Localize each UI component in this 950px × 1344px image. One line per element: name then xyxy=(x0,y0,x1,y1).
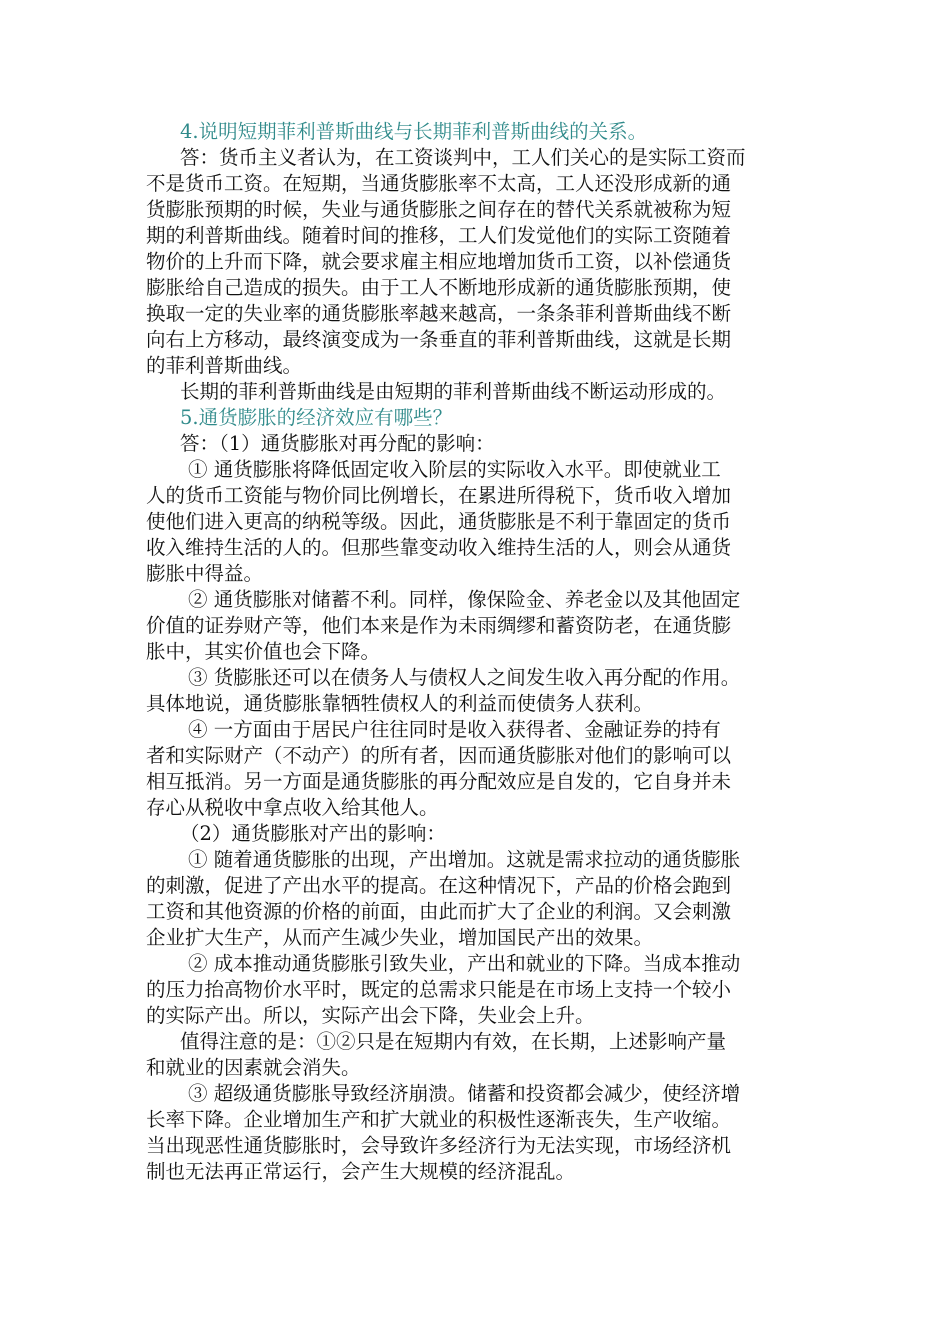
text-line: 换取一定的失业率的通货膨胀率越来越高，一条条菲利普斯曲线不断 xyxy=(146,302,732,325)
text-line: ② 成本推动通货膨胀引致失业，产出和就业的下降。当成本推动 xyxy=(188,952,741,975)
text-line: 和就业的因素就会消失。 xyxy=(146,1056,361,1079)
text-line: 价值的证券财产等，他们本来是作为未雨绸缪和蓄资防老，在通货膨 xyxy=(146,614,732,637)
text-line: （2）通货膨胀对产出的影响： xyxy=(180,822,446,845)
text-line: 存心从税收中拿点收入给其他人。 xyxy=(146,796,439,819)
text-line: 货膨胀预期的时候，失业与通货膨胀之间存在的替代关系就被称为短 xyxy=(146,198,732,221)
text-line: 答：货币主义者认为，在工资谈判中，工人们关心的是实际工资而 xyxy=(180,146,746,169)
text-line: 不是货币工资。在短期，当通货膨胀率不太高，工人还没形成新的通 xyxy=(146,172,732,195)
text-line: 具体地说，通货膨胀靠牺牲债权人的利益而使债务人获利。 xyxy=(146,692,654,715)
text-line: 期的利普斯曲线。随着时间的推移，工人们发觉他们的实际工资随着 xyxy=(146,224,732,247)
text-line: 答：（1）通货膨胀对再分配的影响： xyxy=(180,432,495,455)
text-line: 物价的上升而下降，就会要求雇主相应地增加货币工资，以补偿通货 xyxy=(146,250,732,273)
text-line: 的菲利普斯曲线。 xyxy=(146,354,303,377)
text-line: ③ 超级通货膨胀导致经济崩溃。储蓄和投资都会减少，使经济增 xyxy=(188,1082,741,1105)
document-page xyxy=(146,119,806,1185)
section-heading: 5.通货膨胀的经济效应有哪些？ xyxy=(180,406,453,429)
text-line: ① 通货膨胀将降低固定收入阶层的实际收入水平。即使就业工 xyxy=(188,458,721,481)
text-line: 胀中，其实价值也会下降。 xyxy=(146,640,381,663)
text-line: 的实际产出。所以，实际产出会下降，失业会上升。 xyxy=(146,1004,595,1027)
text-line: 膨胀给自己造成的损失。由于工人不断地形成新的通货膨胀预期，使 xyxy=(146,276,732,299)
text-line: 向右上方移动，最终演变成为一条垂直的菲利普斯曲线，这就是长期 xyxy=(146,328,732,351)
text-line: 企业扩大生产，从而产生减少失业，增加国民产出的效果。 xyxy=(146,926,654,949)
text-line: 人的货币工资能与物价同比例增长，在累进所得税下，货币收入增加 xyxy=(146,484,732,507)
text-line: 长期的菲利普斯曲线是由短期的菲利普斯曲线不断运动形成的。 xyxy=(180,380,727,403)
text-line: 相互抵消。另一方面是通货膨胀的再分配效应是自发的，它自身并未 xyxy=(146,770,732,793)
text-line: ③ 货膨胀还可以在债务人与债权人之间发生收入再分配的作用。 xyxy=(188,666,741,689)
text-line: 制也无法再正常运行，会产生大规模的经济混乱。 xyxy=(146,1160,576,1183)
section-heading: 4.说明短期菲利普斯曲线与长期菲利普斯曲线的关系。 xyxy=(180,120,648,143)
text-line: ② 通货膨胀对储蓄不利。同样，像保险金、养老金以及其他固定 xyxy=(188,588,741,611)
text-line: 工资和其他资源的价格的前面，由此而扩大了企业的利润。又会刺激 xyxy=(146,900,732,923)
text-line: 的刺激，促进了产出水平的提高。在这种情况下，产品的价格会跑到 xyxy=(146,874,732,897)
text-line: 长率下降。企业增加生产和扩大就业的积极性逐渐丧失，生产收缩。 xyxy=(146,1108,732,1131)
text-line: ④ 一方面由于居民户往往同时是收入获得者、金融证券的持有 xyxy=(188,718,721,741)
text-line: 值得注意的是：①②只是在短期内有效，在长期，上述影响产量 xyxy=(180,1030,727,1053)
text-line: 的压力抬高物价水平时，既定的总需求只能是在市场上支持一个较小 xyxy=(146,978,732,1001)
text-line: 者和实际财产（不动产）的所有者，因而通货膨胀对他们的影响可以 xyxy=(146,744,732,767)
text-line: 膨胀中得益。 xyxy=(146,562,264,585)
text-line: 当出现恶性通货膨胀时，会导致许多经济行为无法实现，市场经济机 xyxy=(146,1134,732,1157)
text-line: 使他们进入更高的纳税等级。因此，通货膨胀是不利于靠固定的货币 xyxy=(146,510,732,533)
text-line: 收入维持生活的人的。但那些靠变动收入维持生活的人，则会从通货 xyxy=(146,536,732,559)
text-line: ① 随着通货膨胀的出现，产出增加。这就是需求拉动的通货膨胀 xyxy=(188,848,741,871)
